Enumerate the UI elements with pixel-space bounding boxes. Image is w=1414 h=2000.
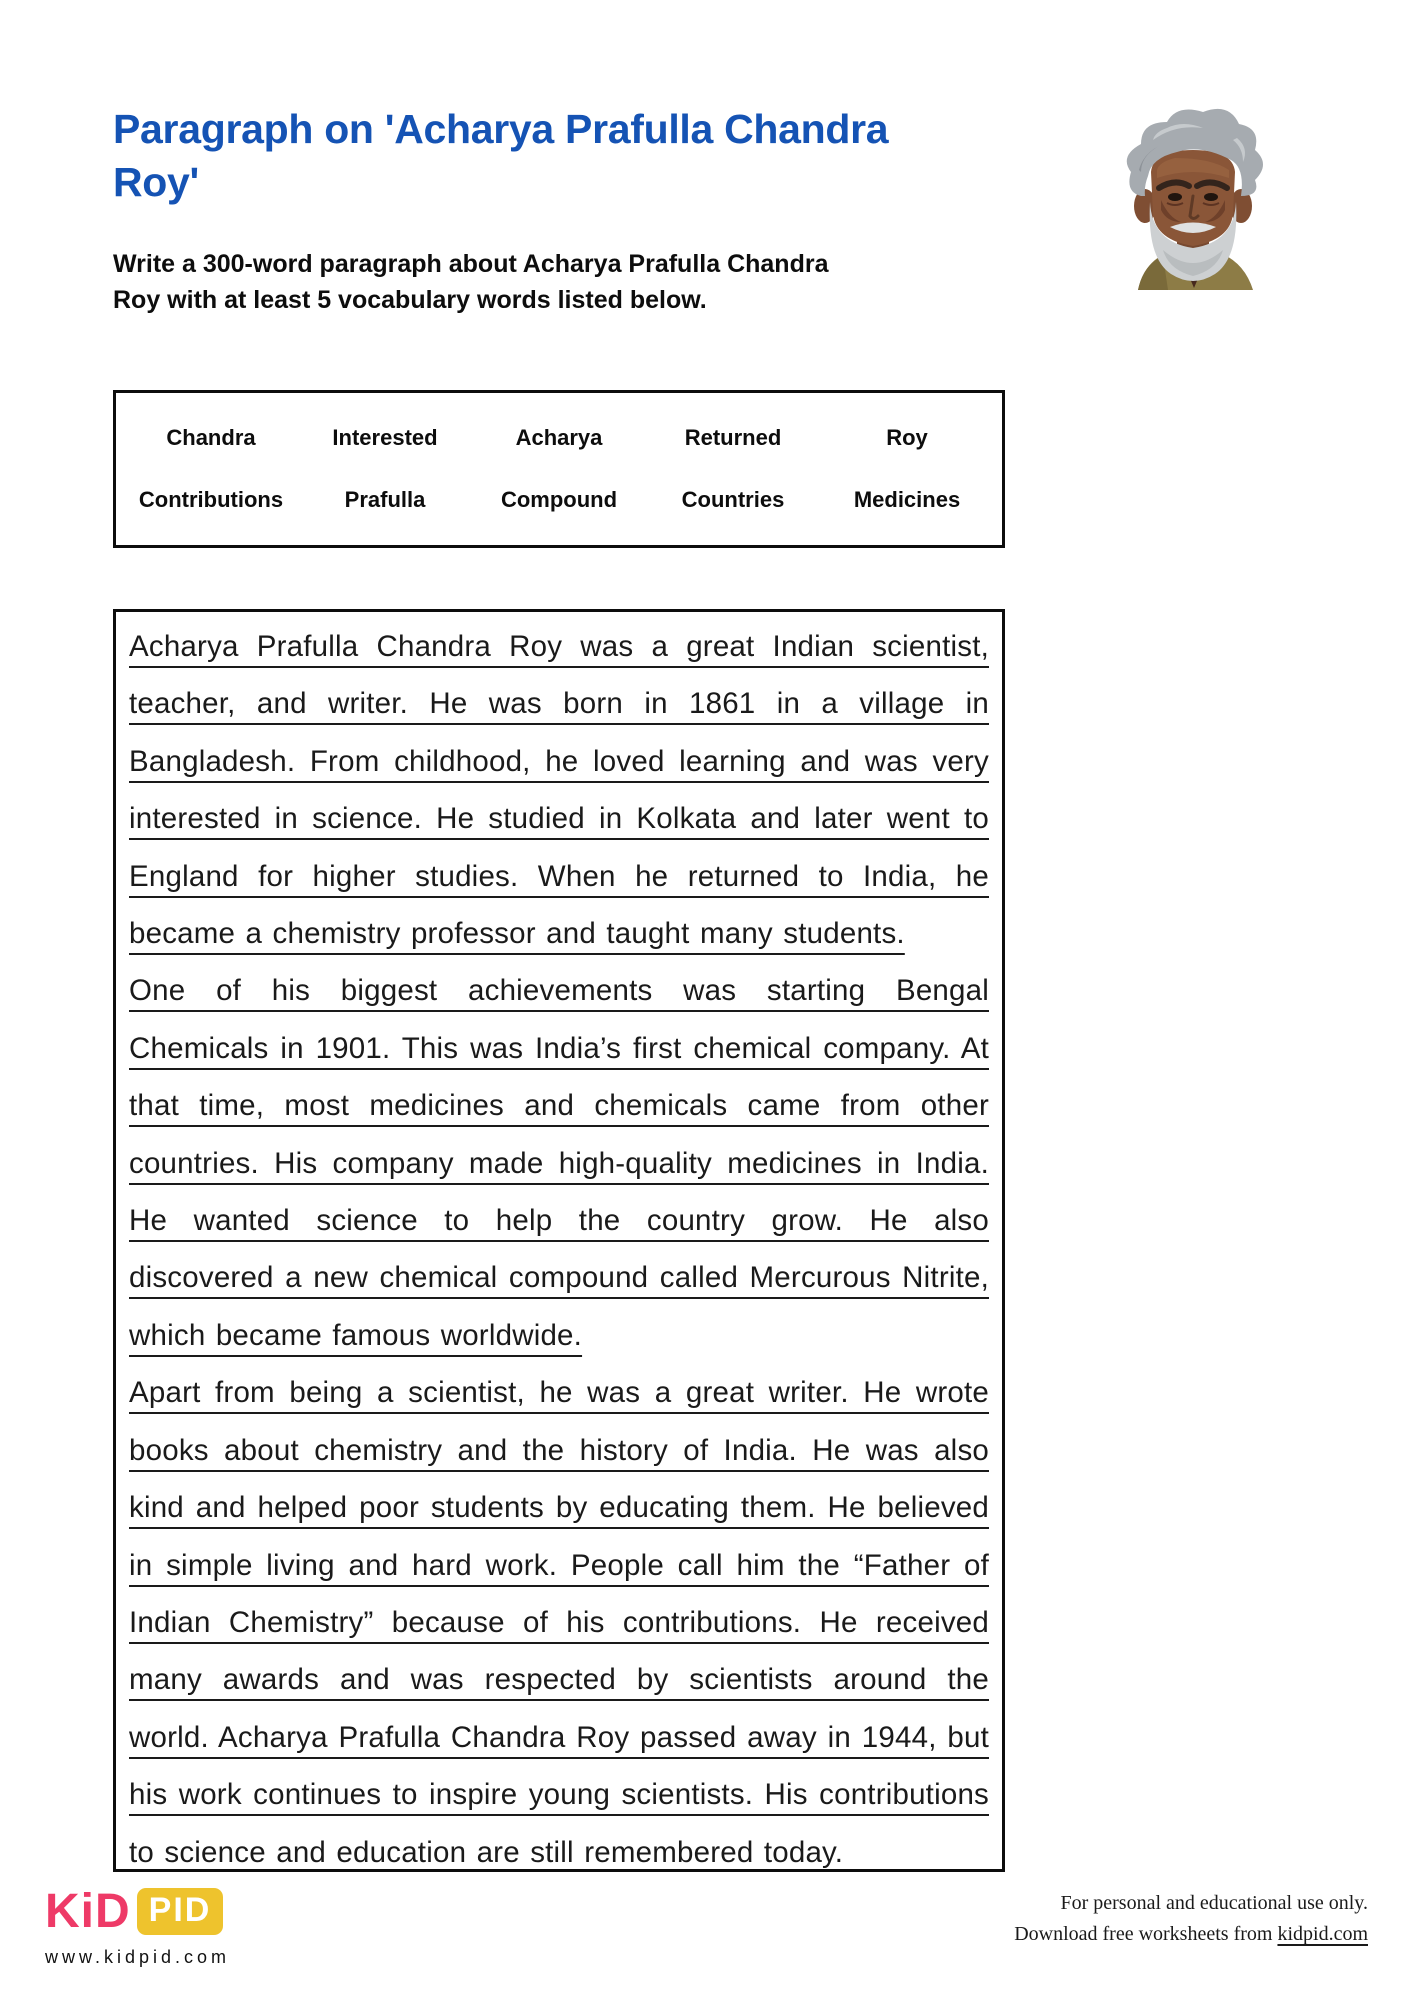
- usage-note-line1: For personal and educational use only.: [1060, 1892, 1368, 1914]
- usage-note-line2-prefix: Download free worksheets from: [1014, 1923, 1278, 1945]
- essay-text-box: [113, 609, 1005, 1872]
- vocab-word: Interested: [332, 425, 438, 450]
- vocab-word: Prafulla: [344, 487, 426, 512]
- vocabulary-box: [113, 390, 1005, 548]
- usage-note-line2: [1014, 1919, 1368, 1950]
- vocab-word: Medicines: [853, 487, 961, 512]
- kidpid-link[interactable]: kidpid.com: [1277, 1923, 1368, 1945]
- vocab-word: Chandra: [166, 425, 256, 450]
- kidpid-logo: [45, 1884, 305, 1968]
- essay-paragraph-2: One of his biggest achievements was starting Bengal Chemicals in 1901. This was India’s first chemical company. At that time, most medicines and chemicals came from other countries. His company made high-quality medicines in India. He wanted science to help the country grow. He also discovered a new chemical compound called Mercurous Nitrite, which became famous worldwide.: [129, 974, 989, 1352]
- vocab-word: Acharya: [515, 425, 603, 450]
- page-title: Paragraph on 'Acharya Prafulla Chandra Roy': [113, 106, 889, 205]
- portrait-illustration: [1083, 100, 1303, 290]
- vocab-word: Roy: [886, 425, 928, 450]
- vocab-word: Countries: [681, 487, 785, 512]
- instructions-text: Write a 300-word paragraph about Acharya Prafulla Chandra Roy with at least 5 vocabulary words listed below.: [113, 250, 829, 314]
- acharya-prafulla-chandra-roy-portrait: [1083, 100, 1303, 290]
- vocab-word: Compound: [500, 487, 618, 512]
- vocab-word: Returned: [684, 425, 782, 450]
- essay-paragraph-3: Apart from being a scientist, he was a great writer. He wrote books about chemistry and the history of India. He was also kind and helped poor students by educating them. He believed in simple living and hard work. People call him the “Father of Indian Chemistry” because of his contributions. He received many awards and was respected by scientists around the world. Acharya Prafulla Chandra Roy passed away in 1944, but his work continues to inspire young scientists. His contributions to science and education are still remembered today.: [129, 1376, 989, 1869]
- vocab-word: Contributions: [138, 487, 284, 512]
- kidpid-logo-pid: PID: [137, 1888, 224, 1935]
- usage-note: [1014, 1888, 1368, 1950]
- kidpid-website-url: www.kidpid.com: [45, 1947, 231, 1967]
- kidpid-logo-kid: KiD: [45, 1885, 131, 1938]
- essay-paragraph-1: Acharya Prafulla Chandra Roy was a great Indian scientist, teacher, and writer. He was born in 1861 in a village in Bangladesh. From childhood, he loved learning and was very interested in science. He studied in Kolkata and later went to England for higher studies. When he returned to India, he became a chemistry professor and taught many students.: [129, 630, 989, 951]
